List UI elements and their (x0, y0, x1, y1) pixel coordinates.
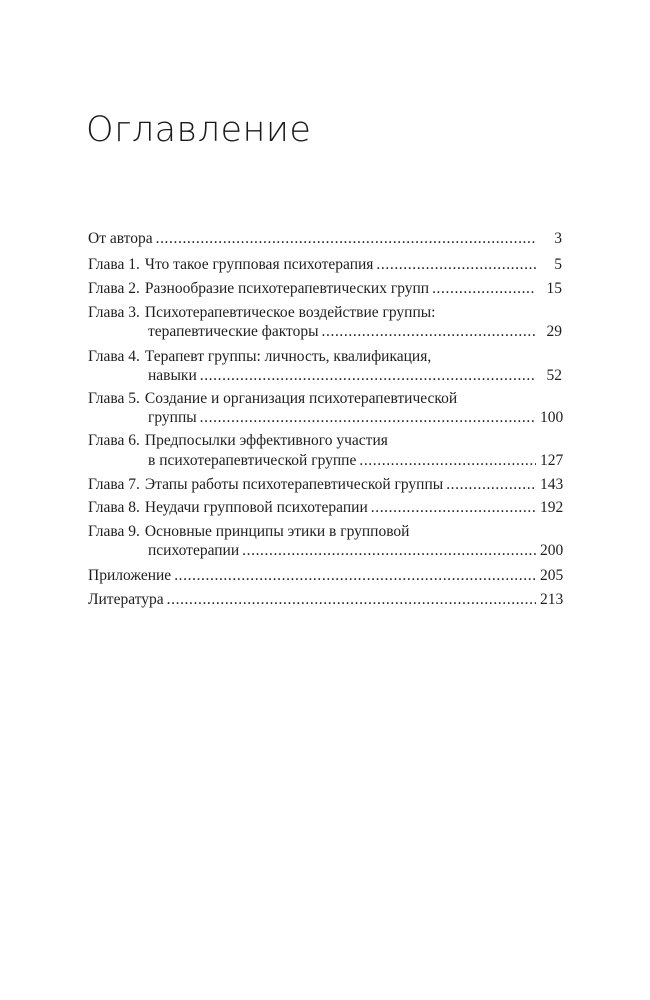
toc-entry-references[interactable] (88, 590, 562, 609)
chapter-number: Глава 7. (88, 476, 140, 493)
toc-entry-chapter-8[interactable] (88, 498, 562, 517)
chapter-title-continuation: навыки (148, 367, 197, 384)
chapter-title: Терапевт группы: личность, квалификация, (144, 348, 432, 365)
toc-entry-chapter-9[interactable] (88, 522, 562, 541)
toc-page-number: 3 (554, 230, 562, 247)
chapter-title: Основные принципы этики в групповой (144, 523, 410, 540)
toc-entry-chapter-5[interactable] (88, 389, 562, 408)
toc-entry-label: От автора (88, 230, 153, 247)
toc-page-number: 213 (540, 591, 564, 608)
page-title: Оглавление (86, 110, 312, 150)
dot-leader (174, 566, 536, 585)
toc-entry-chapter-3-cont[interactable] (148, 322, 562, 341)
chapter-title: Разнообразие психотерапевтических групп (144, 280, 430, 297)
toc-page-number: 29 (546, 323, 562, 340)
dot-leader (167, 590, 536, 609)
chapter-title: Психотерапевтическое воздействие группы: (144, 304, 436, 321)
toc-entry-label: Приложение (88, 567, 172, 584)
chapter-title: Этапы работы психотерапевтической группы (144, 476, 444, 493)
toc-entry-label: Литература (88, 591, 164, 608)
toc-entry-chapter-4-cont[interactable] (148, 366, 562, 385)
toc-entry-chapter-6-cont[interactable] (148, 451, 562, 470)
chapter-title: Предпосылки эффективного участия (144, 432, 388, 449)
chapter-number: Глава 3. (88, 304, 140, 321)
chapter-title-continuation: психотерапии (148, 542, 240, 559)
dot-leader (242, 541, 536, 560)
dot-leader (432, 279, 536, 298)
toc-page-number: 143 (540, 476, 564, 493)
toc-entry-chapter-4[interactable] (88, 347, 562, 366)
dot-leader (322, 322, 536, 341)
toc-entry-chapter-5-cont[interactable] (148, 408, 562, 427)
dot-leader (376, 255, 536, 274)
toc-page-number: 192 (540, 499, 564, 516)
toc-page-number: 5 (554, 256, 562, 273)
toc-entry-chapter-2[interactable] (88, 279, 562, 298)
toc-entry-chapter-3[interactable] (88, 303, 562, 322)
toc-entry-chapter-6[interactable] (88, 431, 562, 450)
dot-leader (371, 498, 536, 517)
toc-page-number: 205 (540, 567, 564, 584)
toc-page-number: 52 (546, 367, 562, 384)
toc-entry-chapter-9-cont[interactable] (148, 541, 562, 560)
toc-entry-chapter-1[interactable] (88, 255, 562, 274)
toc-entry-chapter-7[interactable] (88, 475, 562, 494)
toc-entry-appendix[interactable] (88, 566, 562, 585)
dot-leader (156, 229, 536, 248)
dot-leader (200, 408, 536, 427)
dot-leader (359, 451, 536, 470)
dot-leader (200, 366, 536, 385)
chapter-title-continuation: группы (148, 409, 197, 426)
toc-page-number: 200 (540, 542, 564, 559)
chapter-title: Что такое групповая психотерапия (144, 256, 374, 273)
chapter-number: Глава 2. (88, 280, 140, 297)
chapter-title: Создание и организация психотерапевтической (144, 390, 458, 407)
chapter-number: Глава 8. (88, 499, 140, 516)
chapter-number: Глава 6. (88, 432, 140, 449)
chapter-number: Глава 9. (88, 523, 140, 540)
toc-page-number: 100 (540, 409, 564, 426)
chapter-title-continuation: терапевтические факторы (148, 323, 319, 340)
toc-page-number: 15 (546, 280, 562, 297)
dot-leader (446, 475, 536, 494)
chapter-title: Неудачи групповой психотерапии (144, 499, 368, 516)
toc-entry-author[interactable] (88, 229, 562, 248)
chapter-number: Глава 4. (88, 348, 140, 365)
chapter-number: Глава 5. (88, 390, 140, 407)
chapter-number: Глава 1. (88, 256, 140, 273)
chapter-title-continuation: в психотерапевтической группе (148, 452, 357, 469)
toc-page-number: 127 (540, 452, 564, 469)
